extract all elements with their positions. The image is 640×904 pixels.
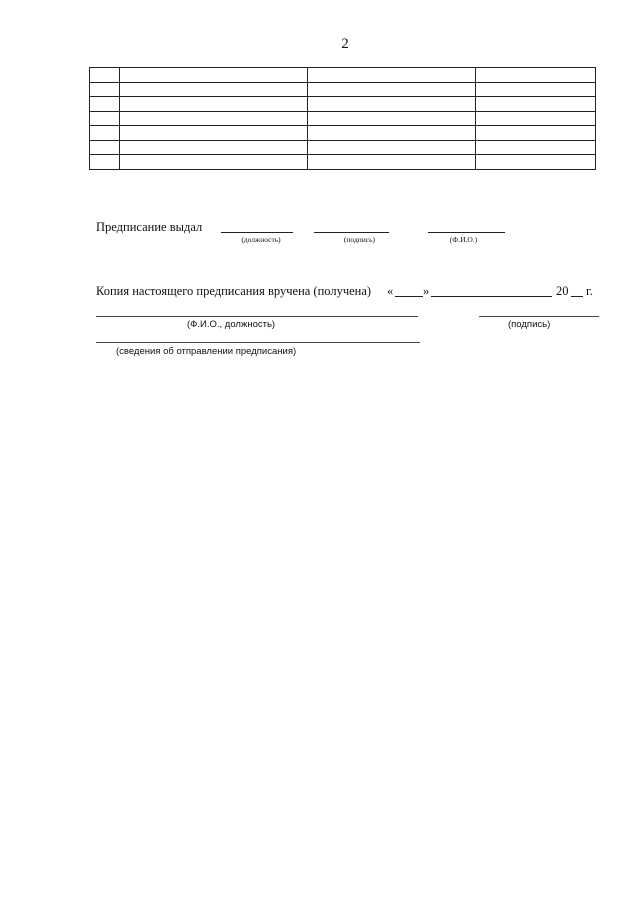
name-line (428, 232, 505, 233)
table-cell (120, 82, 308, 97)
table-cell (476, 155, 596, 170)
page-number: 2 (341, 36, 349, 52)
table-cell (90, 97, 120, 112)
table-cell (476, 111, 596, 126)
table-cell (90, 140, 120, 155)
table-cell (308, 82, 476, 97)
name-caption: (Ф.И.О.) (449, 235, 478, 244)
table-cell (90, 82, 120, 97)
year-line (571, 296, 583, 297)
table-cell (120, 155, 308, 170)
table-cell (90, 111, 120, 126)
recipient-signature-caption: (подпись) (508, 319, 551, 330)
sending-info-line (96, 342, 420, 343)
recipient-signature-line (479, 316, 599, 317)
day-line (395, 296, 423, 297)
table-cell (120, 140, 308, 155)
table-cell (120, 97, 308, 112)
table-cell (120, 68, 308, 83)
table-row (90, 68, 596, 83)
quote-open: « (387, 284, 394, 298)
recipient-name-line (96, 316, 418, 317)
table-cell (90, 126, 120, 141)
table-cell (308, 155, 476, 170)
table-row (90, 155, 596, 170)
table-cell (308, 111, 476, 126)
position-caption: (должность) (241, 235, 281, 244)
position-signature-line (221, 232, 293, 233)
table-cell (120, 126, 308, 141)
table-cell (476, 140, 596, 155)
table-row (90, 126, 596, 141)
recipient-name-caption: (Ф.И.О., должность) (187, 319, 276, 330)
table-cell (90, 155, 120, 170)
sending-info-caption: (сведения об отправлении предписания) (116, 346, 297, 357)
table-row (90, 82, 596, 97)
copy-delivered-label: Копия настоящего предписания вручена (получена) (96, 284, 372, 298)
table-cell (476, 126, 596, 141)
table-cell (308, 126, 476, 141)
month-line (431, 296, 552, 297)
empty-table (89, 67, 596, 170)
signature-caption: (подпись) (343, 235, 376, 244)
table-cell (308, 68, 476, 83)
table-cell (476, 97, 596, 112)
year-suffix: г. (586, 284, 593, 298)
table-row (90, 140, 596, 155)
table-cell (120, 111, 308, 126)
table-row (90, 111, 596, 126)
issued-by-label: Предписание выдал (96, 220, 203, 234)
table-cell (308, 97, 476, 112)
table-row (90, 97, 596, 112)
table-cell (476, 82, 596, 97)
year-prefix: 20 (556, 284, 569, 298)
quote-close: » (423, 284, 430, 298)
signature-line (314, 232, 389, 233)
table-cell (476, 68, 596, 83)
table-cell (90, 68, 120, 83)
table-cell (308, 140, 476, 155)
